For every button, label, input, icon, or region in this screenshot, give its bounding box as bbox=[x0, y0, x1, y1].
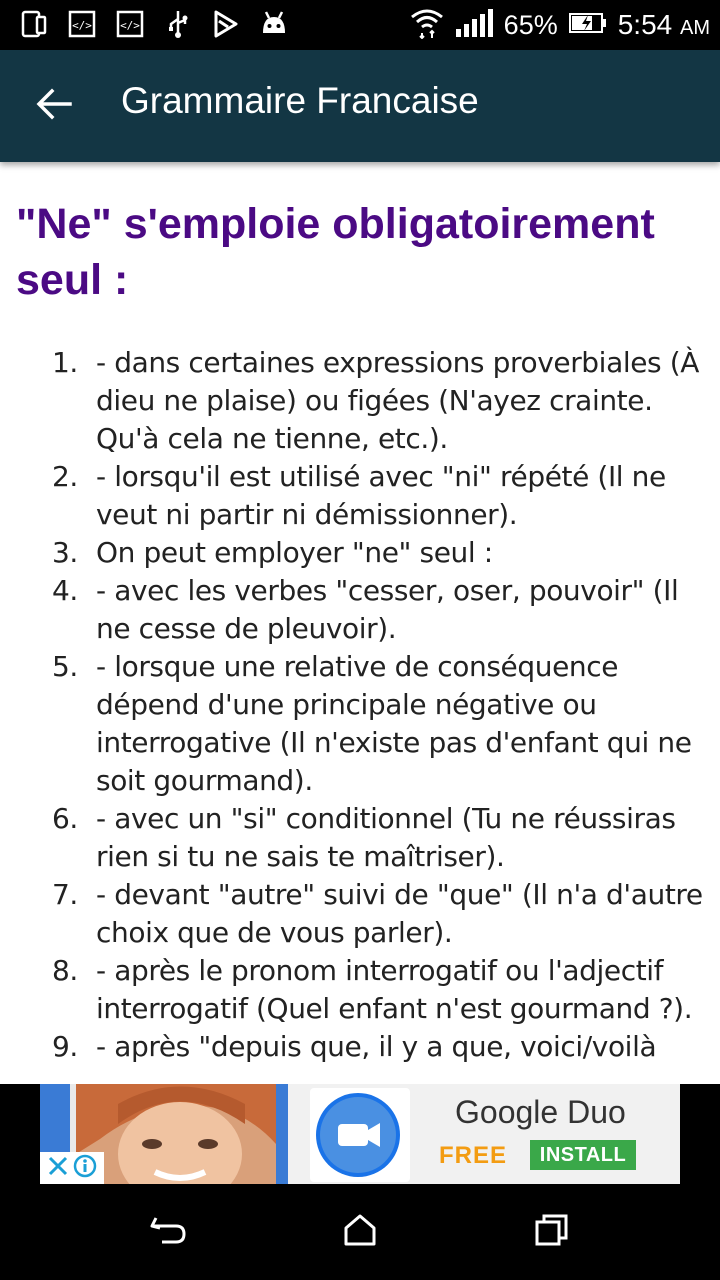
back-icon bbox=[148, 1212, 188, 1253]
android-icon bbox=[260, 9, 288, 44]
list-item bbox=[0, 648, 720, 800]
ad-install-button[interactable]: INSTALL bbox=[530, 1140, 636, 1170]
list-item-number: 5. bbox=[52, 650, 78, 683]
list-item bbox=[0, 952, 720, 1028]
nav-home-button[interactable] bbox=[336, 1208, 384, 1256]
battery-charging-icon bbox=[568, 12, 608, 39]
list-item-text: - après "depuis que, il y a que, voici/voilà bbox=[96, 1030, 657, 1063]
page-heading: "Ne" s'emploie obligatoirement seul : bbox=[16, 200, 655, 304]
list-item-text: - lorsqu'il est utilisé avec "ni" répété (Il ne veut ni partir ni démissionner). bbox=[96, 460, 666, 531]
status-bar-right bbox=[410, 0, 710, 50]
play-store-icon bbox=[212, 9, 240, 44]
code-icon bbox=[116, 9, 144, 44]
ad-area bbox=[0, 1084, 720, 1184]
close-icon[interactable] bbox=[47, 1155, 69, 1182]
list-item-text: - lorsque une relative de conséquence dépend d'une principale négative ou interrogative (Il n'existe pas d'enfant qui ne soit gourmand). bbox=[96, 650, 692, 797]
content-area[interactable] bbox=[0, 162, 720, 1084]
list-item-number: 7. bbox=[52, 878, 78, 911]
list-item bbox=[0, 534, 720, 572]
app-title: Grammaire Francaise bbox=[121, 80, 479, 121]
svg-text:</>: </> bbox=[72, 19, 92, 32]
list-item-number: 1. bbox=[52, 346, 78, 379]
nav-back-button[interactable] bbox=[144, 1208, 192, 1256]
recents-icon bbox=[534, 1212, 570, 1253]
clock-time: 5:54 bbox=[617, 9, 673, 40]
code-icon bbox=[68, 9, 96, 44]
list-item-number: 4. bbox=[52, 574, 78, 607]
status-bar bbox=[0, 0, 720, 50]
list-item-text: - avec un "si" conditionnel (Tu ne réussiras rien si tu ne sais te maîtriser). bbox=[96, 802, 676, 873]
ad-title: Google Duo bbox=[455, 1094, 626, 1130]
list-item bbox=[0, 572, 720, 648]
device-icon bbox=[20, 9, 48, 44]
info-icon[interactable] bbox=[73, 1154, 97, 1183]
list-item-text: - après le pronom interrogatif ou l'adjectif interrogatif (Quel enfant n'est gourmand ?). bbox=[96, 954, 693, 1025]
list-item bbox=[0, 344, 720, 458]
rule-list bbox=[0, 344, 720, 1066]
app-bar bbox=[0, 50, 720, 162]
wifi-icon bbox=[410, 7, 444, 44]
list-item-text: - avec les verbes "cesser, oser, pouvoir" (Il ne cesse de pleuvoir). bbox=[96, 574, 679, 645]
navigation-bar bbox=[0, 1184, 720, 1280]
signal-icon bbox=[454, 9, 494, 42]
list-item bbox=[0, 1028, 720, 1066]
list-item-number: 8. bbox=[52, 954, 78, 987]
svg-text:</>: </> bbox=[120, 19, 140, 32]
list-item-number: 9. bbox=[52, 1030, 78, 1063]
list-item-text: On peut employer "ne" seul : bbox=[96, 536, 493, 569]
list-item-text: - devant "autre" suivi de "que" (Il n'a d'autre choix que de vous parler). bbox=[96, 878, 703, 949]
home-icon bbox=[342, 1212, 378, 1253]
clock-ampm: AM bbox=[680, 17, 710, 39]
back-button[interactable] bbox=[22, 74, 86, 138]
list-item-number: 2. bbox=[52, 460, 78, 493]
list-item-number: 3. bbox=[52, 536, 78, 569]
ad-banner[interactable] bbox=[40, 1084, 680, 1184]
list-item-text: - dans certaines expressions proverbiales (À dieu ne plaise) ou figées (N'ayez crainte. Qu'à cela ne tienne, etc.). bbox=[96, 346, 699, 455]
ad-choices[interactable] bbox=[40, 1152, 104, 1184]
arrow-back-icon bbox=[36, 88, 72, 125]
list-item bbox=[0, 800, 720, 876]
nav-recents-button[interactable] bbox=[528, 1208, 576, 1256]
list-item bbox=[0, 876, 720, 952]
battery-percent: 65% bbox=[503, 9, 558, 40]
usb-icon bbox=[166, 9, 190, 44]
ad-price: FREE bbox=[439, 1142, 508, 1169]
google-duo-logo-icon bbox=[310, 1088, 410, 1182]
clock bbox=[618, 9, 710, 41]
list-item bbox=[0, 458, 720, 534]
list-item-number: 6. bbox=[52, 802, 78, 835]
